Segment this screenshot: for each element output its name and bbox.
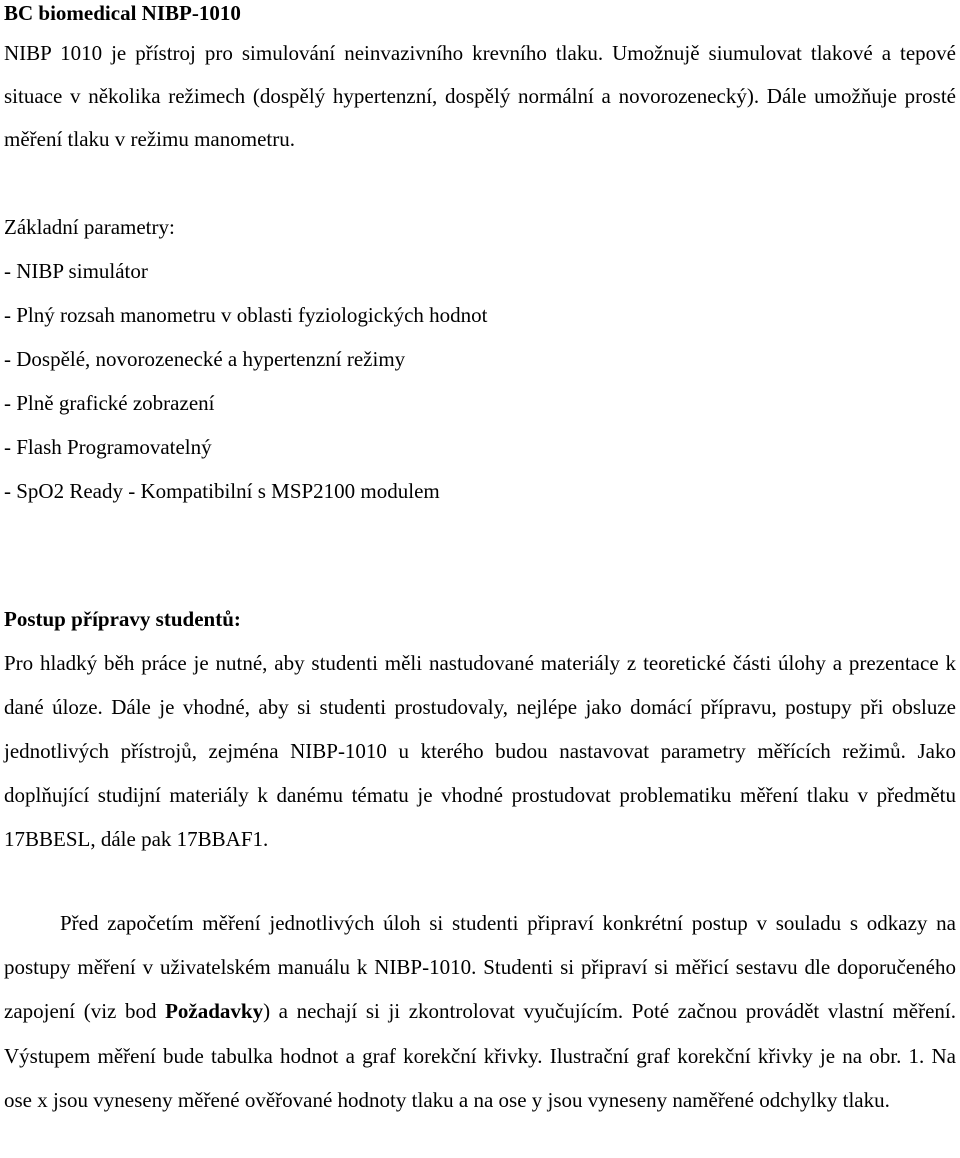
- list-item: - Dospělé, novorozenecké a hypertenzní režimy: [4, 347, 406, 371]
- preparation-paragraph: Pro hladký běh práce je nutné, aby studenti měli nastudované materiály z teoretické části úlohy a prezentace k dané úloze. Dále je vhodné, aby si studenti prostudovaly, nejlépe jako domácí přípravu, postupy při obsluze jednotlivých přístrojů, zejména NIBP-1010 u kterého budou nastavovat parametry měřících režimů. Jako doplňující studijní materiály k danému tématu je vhodné prostudovat problematiku měření tlaku v předmětu 17BBESL, dále pak 17BBAF1.: [4, 651, 956, 851]
- list-item: - Plný rozsah manometru v oblasti fyziologických hodnot: [4, 303, 488, 327]
- procedure-paragraph: [4, 901, 956, 1122]
- document-title: BC biomedical NIBP-1010: [4, 1, 241, 25]
- parameters-list: [4, 205, 956, 513]
- procedure-text-end: ) a nechají si ji zkontrolovat vyučujícím. Poté začnou provádět vlastní měření. Výstupem měření bude tabulka hodnot a graf korekční křivky. Ilustrační graf korekční křivky je na obr. 1. Na ose x jsou vyneseny měřené ověřované hodnoty tlaku a na ose y jsou vyneseny naměřené odchylky tlaku.: [4, 999, 956, 1112]
- procedure-text-start: Před započetím měření jednotlivých úloh si studenti připraví konkrétní postup v souladu s odkazy na postupy měření v uživatelském manuálu k NIBP-1010. Studenti si připraví si měřicí sestavu dle doporučeného zapojení (viz bod: [4, 911, 956, 1024]
- requirements-reference: Požadavky: [165, 999, 264, 1024]
- list-item: - Plně grafické zobrazení: [4, 391, 215, 415]
- list-item: - SpO2 Ready - Kompatibilní s MSP2100 modulem: [4, 479, 440, 503]
- parameters-heading: Základní parametry:: [4, 215, 175, 239]
- list-item: - Flash Programovatelný: [4, 435, 212, 459]
- section-heading: Postup přípravy studentů:: [4, 607, 241, 631]
- list-item: - NIBP simulátor: [4, 259, 148, 283]
- intro-paragraph: NIBP 1010 je přístroj pro simulování neinvazivního krevního tlaku. Umožnujě siumulovat tlakové a tepové situace v několika režimech (dospělý hypertenzní, dospělý normální a novorozenecký). Dále umožňuje prosté měření tlaku v režimu manometru.: [4, 41, 956, 151]
